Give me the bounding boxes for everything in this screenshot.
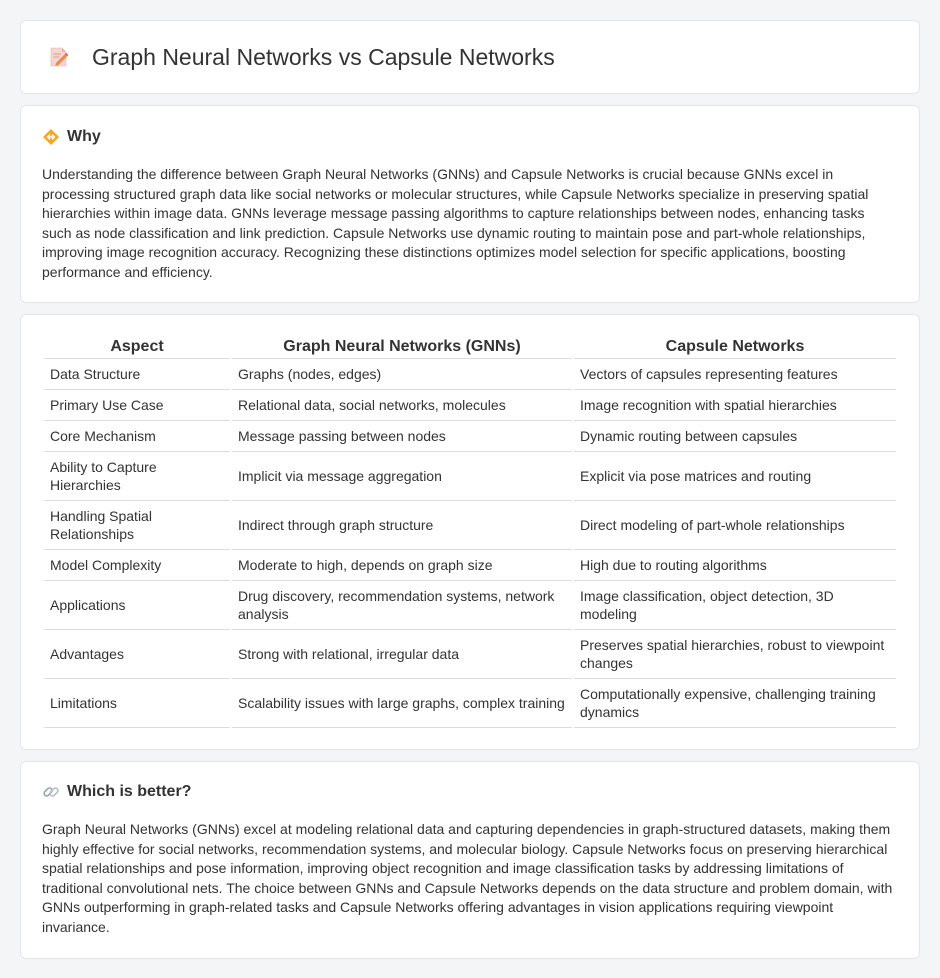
aspect-cell: Ability to Capture Hierarchies: [44, 452, 230, 501]
why-heading: [42, 128, 898, 146]
table-row: [44, 421, 896, 452]
comparison-table: [42, 336, 898, 728]
capsule-cell: Preserves spatial hierarchies, robust to viewpoint changes: [574, 630, 896, 679]
header-aspect: Aspect: [44, 336, 230, 359]
gnn-cell: Implicit via message aggregation: [232, 452, 572, 501]
which-better-title: Which is better?: [67, 783, 192, 800]
which-better-text: Graph Neural Networks (GNNs) excel at modeling relational data and capturing dependencies in graph-structured datasets, making them highly effective for social networks, recommendation systems, and molecular biology. Capsule Networks focus on preserving hierarchical spatial relationships and pose information, improving object recognition and image classification tasks by addressing limitations of traditional convolutional nets. The choice between GNNs and Capsule Networks depends on the data structure and problem domain, with GNNs outperforming in graph-related tasks and Capsule Networks offering advantages in vision applications requiring viewpoint invariance.: [42, 821, 893, 935]
page-title: Graph Neural Networks vs Capsule Networks: [92, 43, 555, 70]
capsule-cell: Dynamic routing between capsules: [574, 421, 896, 452]
table-row: [44, 679, 896, 728]
gnn-cell: Indirect through graph structure: [232, 501, 572, 550]
gnn-cell: Relational data, social networks, molecules: [232, 390, 572, 421]
which-better-heading: [42, 783, 898, 801]
capsule-cell: Image classification, object detection, 3D modeling: [574, 581, 896, 630]
why-text: Understanding the difference between Graph Neural Networks (GNNs) and Capsule Networks is crucial because GNNs excel in processing structured graph data like social networks or molecular structures, while Capsule Networks specialize in preserving spatial hierarchies within image data. GNNs leverage message passing algorithms to capture relationships between nodes, enhancing tasks such as node classification and link prediction. Capsule Networks use dynamic routing to maintain pose and part-whole relationships, improving image recognition accuracy. Recognizing these distinctions optimizes model selection for specific applications, boosting performance and efficiency.: [42, 166, 869, 280]
capsule-cell: Image recognition with spatial hierarchies: [574, 390, 896, 421]
aspect-cell: Applications: [44, 581, 230, 630]
table-row: [44, 630, 896, 679]
gnn-cell: Message passing between nodes: [232, 421, 572, 452]
which-better-section: [20, 761, 920, 959]
table-row: [44, 452, 896, 501]
capsule-cell: Vectors of capsules representing features: [574, 359, 896, 390]
why-title: Why: [67, 128, 101, 145]
why-section: [20, 105, 920, 303]
gnn-cell: Graphs (nodes, edges): [232, 359, 572, 390]
capsule-cell: Direct modeling of part-whole relationships: [574, 501, 896, 550]
title-card: [20, 20, 920, 94]
aspect-cell: Primary Use Case: [44, 390, 230, 421]
gnn-cell: Drug discovery, recommendation systems, network analysis: [232, 581, 572, 630]
table-row: [44, 359, 896, 390]
document-pencil-icon: [47, 45, 71, 69]
comparison-table-card: [20, 314, 920, 750]
table-header-row: [44, 336, 896, 359]
aspect-cell: Core Mechanism: [44, 421, 230, 452]
table-row: [44, 581, 896, 630]
capsule-cell: Computationally expensive, challenging training dynamics: [574, 679, 896, 728]
aspect-cell: Data Structure: [44, 359, 230, 390]
aspect-cell: Advantages: [44, 630, 230, 679]
aspect-cell: Limitations: [44, 679, 230, 728]
table-row: [44, 501, 896, 550]
gnn-cell: Scalability issues with large graphs, complex training: [232, 679, 572, 728]
gnn-cell: Strong with relational, irregular data: [232, 630, 572, 679]
capsule-cell: Explicit via pose matrices and routing: [574, 452, 896, 501]
table-row: [44, 550, 896, 581]
header-capsule: Capsule Networks: [574, 336, 896, 359]
aspect-cell: Handling Spatial Relationships: [44, 501, 230, 550]
link-icon: [42, 783, 60, 801]
header-gnn: Graph Neural Networks (GNNs): [232, 336, 572, 359]
capsule-cell: High due to routing algorithms: [574, 550, 896, 581]
table-row: [44, 390, 896, 421]
diamond-arrows-icon: [42, 128, 60, 146]
aspect-cell: Model Complexity: [44, 550, 230, 581]
gnn-cell: Moderate to high, depends on graph size: [232, 550, 572, 581]
